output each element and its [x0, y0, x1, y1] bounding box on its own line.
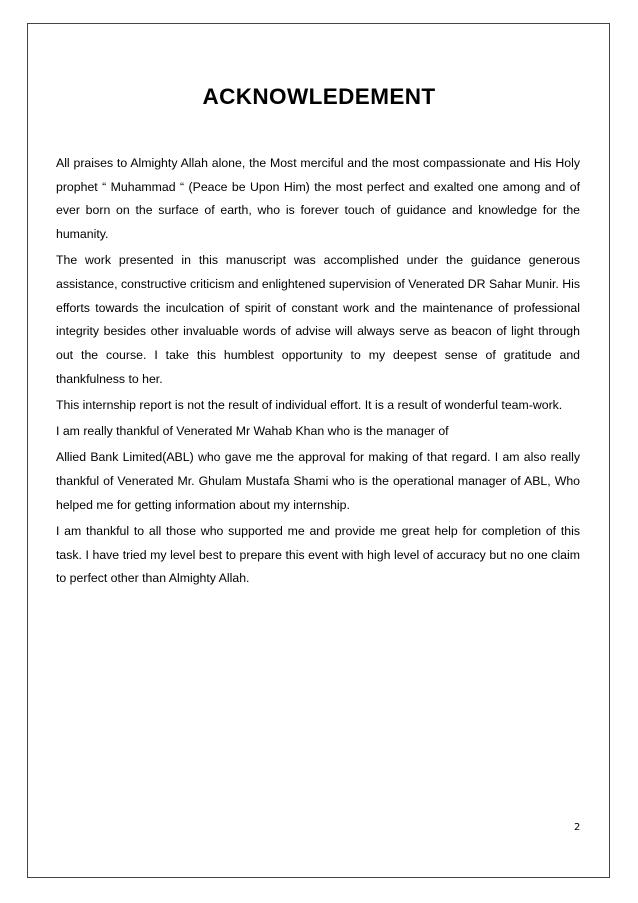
page-title: ACKNOWLEDEMENT	[202, 84, 436, 109]
paragraph-closing: I am thankful to all those who supported me and provide me great help for completion of this task. I have tried my level best to prepare this event with high level of accuracy but no one claim to perfect other than Almighty Allah.	[56, 524, 580, 586]
paragraph-supervisor: The work presented in this manuscript was accomplished under the guidance generous assistance, constructive criticism and enlightened supervision of Venerated DR Sahar Munir. His efforts towards the inculcation of spirit of constant work and the maintenance of professional integrity besides other invaluable words of advise will always serve as beacon of light through out the course. I take this humblest opportunity to my deepest sense of gratitude and thankfulness to her.	[56, 253, 580, 386]
paragraph-praise: All praises to Almighty Allah alone, the Most merciful and the most compassionate and His Holy prophet “ Muhammad “ (Peace be Upon Him) the most perfect and exalted one among and of ever born on the surface of earth, who is forever touch of guidance and knowledge for the humanity.	[56, 156, 580, 242]
document-body	[56, 152, 580, 594]
paragraph-teamwork: This internship report is not the result of individual effort. It is a result of wonderful team-work.	[56, 398, 563, 413]
paragraph-bank-thanks: Allied Bank Limited(ABL) who gave me the approval for making of that regard. I am also really thankful of Venerated Mr. Ghulam Mustafa Shami who is the operational manager of ABL, Who helped me for getting information about my internship.	[56, 450, 580, 512]
page-number: 2	[574, 822, 581, 833]
paragraph-manager-intro: I am really thankful of Venerated Mr Wahab Khan who is the manager of	[56, 424, 449, 439]
